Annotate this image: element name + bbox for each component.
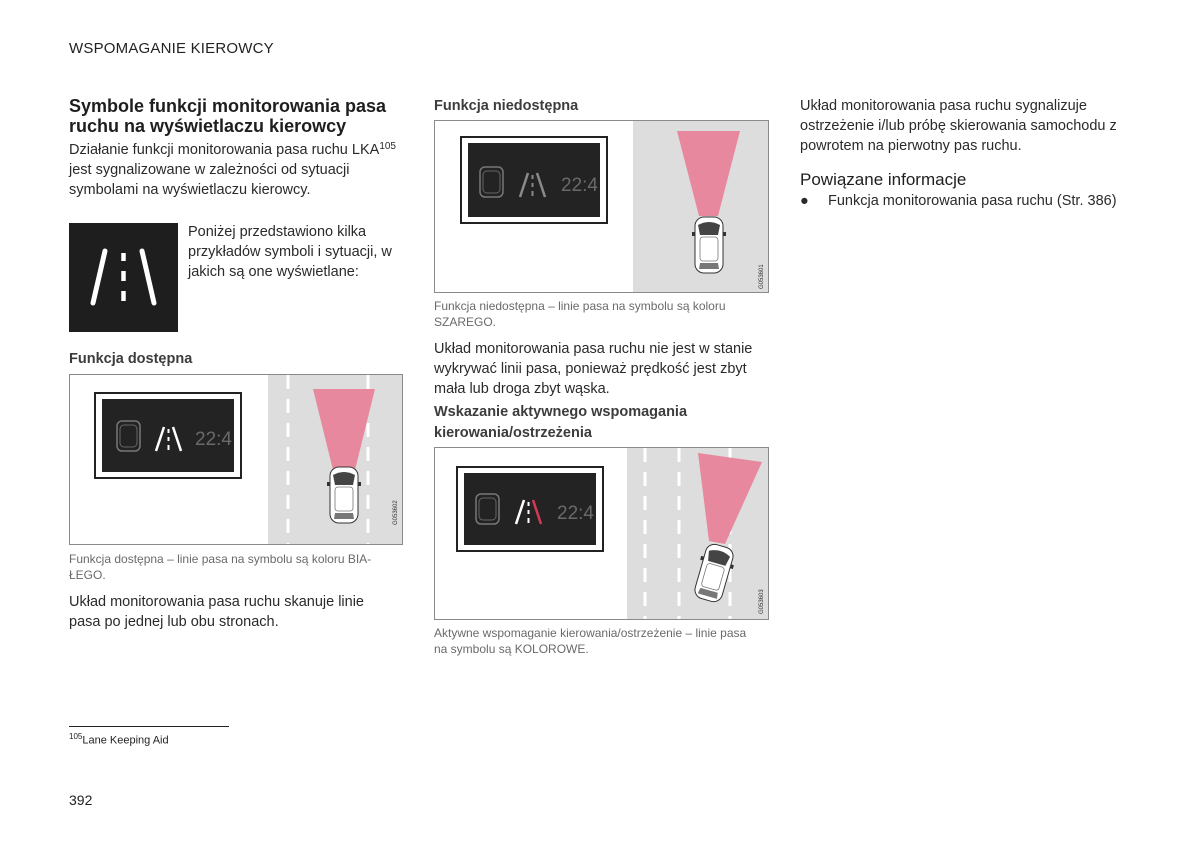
active-caption: Aktywne wspomaganie kierowania/ostrzeżenie – linie pasa na symbolu są KOLOROWE. [434, 626, 747, 656]
image-code: G053603 [759, 589, 765, 614]
active-heading: Wskazanie aktywnego wspomagania kierowania/ostrzeżenia [434, 404, 688, 441]
intro-text-part1: Działanie funkcji monitorowania pasa ruchu LKA [69, 142, 380, 158]
footnote-number: 105 [69, 732, 83, 741]
unavailable-heading: Funkcja niedostępna [434, 98, 579, 114]
unavailable-text: Układ monitorowania pasa ruchu nie jest w stanie wykrywać linii pasa, ponieważ prędkość jest zbyt mała lub droga zbyt wąska. [434, 341, 753, 397]
bullet-icon: ● [800, 193, 809, 209]
image-code: G053601 [759, 264, 765, 289]
unavailable-figure [434, 120, 769, 293]
symbol-description: Poniżej przedstawiono kilka przykładów symboli i sytuacji, w jakich są one wyświetlane: [188, 224, 392, 280]
unavailable-caption: Funkcja niedostępna – linie pasa na symbolu są koloru SZAREGO. [434, 299, 726, 329]
intro-column [69, 96, 399, 200]
display-clock: 22:4 [561, 175, 598, 196]
intro-text-part2: jest sygnalizowane w zależności od sytuacji symbolami na wyświetlaczu kierowcy. [69, 162, 350, 198]
available-figure [69, 374, 403, 545]
footnote-divider [69, 726, 229, 727]
related-heading: Powiązane informacje [800, 170, 967, 189]
available-text: Układ monitorowania pasa ruchu skanuje linie pasa po jednej lub obu stronach. [69, 594, 364, 630]
display-clock: 22:4 [195, 429, 232, 450]
intro-paragraph [69, 140, 399, 200]
related-link-label[interactable]: Funkcja monitorowania pasa ruchu (Str. 386) [828, 193, 1117, 209]
right-column [800, 96, 1140, 211]
related-link[interactable] [800, 191, 1140, 211]
lane-lines-icon [69, 223, 178, 332]
image-code: G053602 [393, 500, 399, 525]
footnote-text: Lane Keeping Aid [82, 734, 169, 747]
active-figure [434, 447, 769, 620]
page-number: 392 [69, 792, 93, 808]
available-heading: Funkcja dostępna [69, 351, 193, 367]
footnote-ref[interactable]: 105 [379, 141, 396, 152]
available-caption: Funkcja dostępna – linie pasa na symbolu są koloru BIA-ŁEGO. [69, 552, 372, 582]
page-title: Symbole funkcji monitorowania pasa ruchu na wyświetlaczu kierowcy [69, 96, 387, 136]
footnote [69, 732, 169, 747]
warning-text: Układ monitorowania pasa ruchu sygnalizuje ostrzeżenie i/lub próbę skierowania samochodu z powrotem na pierwotny pas ruchu. [800, 98, 1117, 154]
section-header: WSPOMAGANIE KIEROWCY [69, 40, 274, 57]
display-clock: 22:4 [557, 503, 594, 524]
